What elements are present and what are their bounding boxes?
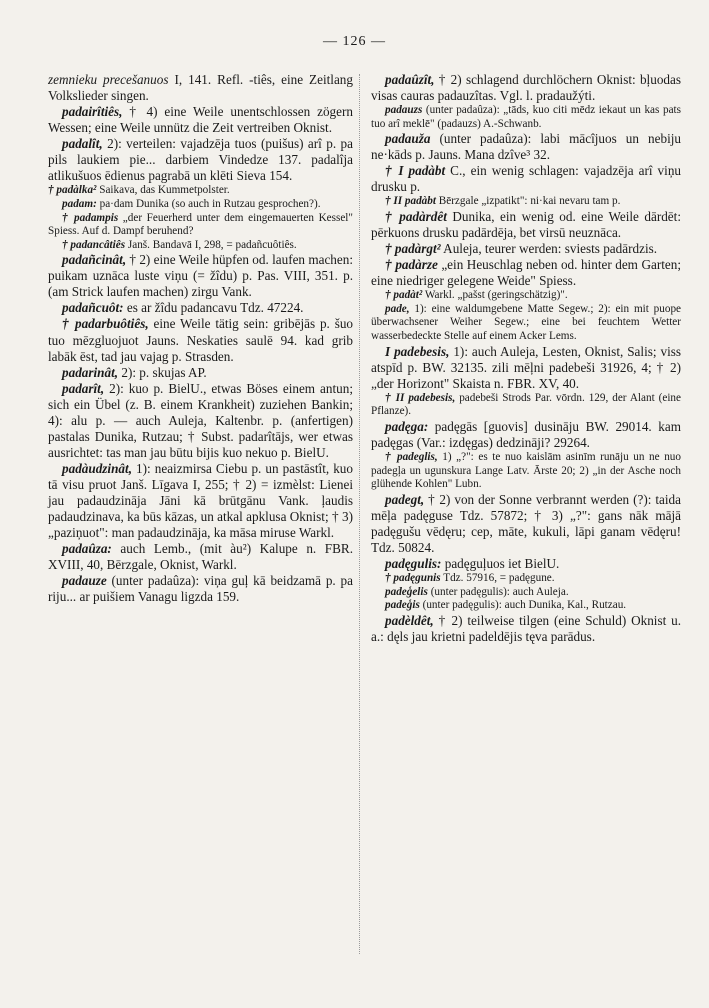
dictionary-entry xyxy=(48,198,353,212)
entry-headword: padañcuôt: xyxy=(62,300,124,316)
entry-definition: eine Weile tätig sein: gribējās p. šuo tuo mēzgluojuot Jauns. Neskaties saulē 94. kad grib labāk ēst, tad jau vajag p. Strasden. xyxy=(48,316,354,364)
entry-definition: † 2) teilweise tilgen (eine Schuld) Oknist u. a.: dęls jau krietni padeldējis tęva parādus. xyxy=(371,612,681,644)
entry-headword: padam: xyxy=(62,197,97,210)
entry-headword: padalît, xyxy=(62,136,103,152)
entry-headword: † padancâtiês xyxy=(62,238,126,251)
dictionary-entry xyxy=(48,212,353,239)
dictionary-entry xyxy=(371,344,681,392)
entry-definition: Dunika, ein wenig od. eine Weile dārdēt: pērkuons drusku padārdēja, bet virsū neuznāca. xyxy=(371,209,681,241)
entry-definition: auch Lemb., (mit àu²) Kalupe n. FBR. XVIII, 40, Bērzgale, Oknist, Warkl. xyxy=(48,541,353,573)
dictionary-entry xyxy=(48,573,353,605)
entry-definition: (unter padaûza): „tāds, kuo citi mēdz iekaut un kas pats tuo arî meklē" (padauzs) A.-Schwanb. xyxy=(371,104,681,130)
entry-definition: Janš. Bandavā I, 298, = padañcuôtiês. xyxy=(125,238,297,251)
entry-headword: padèldêt, xyxy=(385,612,434,628)
entry-definition: 2): kuo p. BielU., etwas Böses einem antun; sich ein Übel (z. B. einem Krankheit) zuziehen Bankin; 4): alu p. — auch Auleja, Kaltenbr. p. (anfertigen) pastalas Dunika, Rutzau; † Subst. padarîtājs, wer etwas ausrichtet: tas man jau būtu bijis kuo nekuo p. BielU. xyxy=(48,380,353,460)
dictionary-entry xyxy=(371,72,681,104)
entry-definition: 2): verteilen: vajadzēja tuos (puišus) arî p. pa pils laukiem pie... darbiem Vindedze 137. padalîja atlikušuos ēdienus pagrabā un klēti Sieva 154. xyxy=(48,136,353,184)
dictionary-entry xyxy=(371,419,681,451)
dictionary-entry xyxy=(48,300,353,316)
entry-headword: padàudzinât, xyxy=(62,460,132,476)
entry-headword: I padebesis, xyxy=(385,343,450,359)
dictionary-entry xyxy=(371,492,681,556)
dictionary-entry xyxy=(48,136,353,184)
dictionary-entry xyxy=(371,599,681,613)
dictionary-entry xyxy=(371,257,681,289)
entry-headword: † padàt² xyxy=(385,289,423,302)
entry-definition: 1): neaizmirsa Ciebu p. un pastāstît, kuo tā visu pruot Janš. Līgava I, 255; † 2) = izmèlst: Lienei jau padaudzināja Jāni kā brūtgānu Vank. ļaudis padaudzinava, ka būs kāzas, un atkal apklusa Oknist; † 3) „paziņuot": man padaudzināja, ka māsa miruse Warkl. xyxy=(48,460,353,541)
entry-headword: padauža xyxy=(385,131,431,147)
entry-headword: padauze xyxy=(62,573,107,589)
entry-headword: † padàrze xyxy=(385,257,438,273)
entry-headword: † padampis xyxy=(62,211,119,224)
entry-definition: † 2) schlagend durchlöchern Oknist: bļuodas visas cauras padauzîtas. Vgl. l. pradaužýti. xyxy=(371,72,681,104)
dictionary-entry xyxy=(371,556,681,572)
entry-headword: padeģelis xyxy=(385,585,428,598)
right-column xyxy=(371,72,681,645)
entry-headword: padarît, xyxy=(62,380,105,396)
entry-definition: padęguļuos iet BielU. xyxy=(441,556,560,572)
entry-definition: C., ein wenig schlagen: vajadzēja arî viņu drusku p. xyxy=(371,163,682,195)
entry-headword: † I padàbt xyxy=(385,163,446,179)
entry-definition: pa·dam Dunika (so auch in Rutzau gesprochen?). xyxy=(96,197,321,210)
entry-definition: padebeši Strods Par. vōrdn. 129, der Alant (eine Pflanze). xyxy=(371,391,681,418)
entry-definition: 1) „?": es te nuo kaislām asinīm runāju un ne nuo padegļa un ugunskura Lange Latv. Ārste 20; 2) „in der Asche noch glühende Kohlen" Lubn. xyxy=(371,451,681,491)
entry-headword: † padarbuôtiês, xyxy=(62,316,149,332)
entry-headword: padaûza: xyxy=(62,541,112,557)
dictionary-entry xyxy=(48,461,353,541)
dictionary-entry xyxy=(48,365,353,381)
dictionary-entry xyxy=(371,241,681,257)
entry-headword: padegt, xyxy=(385,491,425,507)
entry-headword: padañcinât, xyxy=(62,252,127,268)
dictionary-entry xyxy=(48,252,353,300)
dictionary-entry xyxy=(371,163,681,195)
entry-headword: † padàrdêt xyxy=(385,209,447,225)
entry-definition: Bērzgale „izpatikt": ni·kai nevaru tam p. xyxy=(435,195,621,208)
entry-headword: padęgulis: xyxy=(385,556,442,572)
entry-definition: „der Feuerherd unter dem eingemauerten Kessel" Spiess. Auf d. Dampf beruhend? xyxy=(48,211,353,238)
dictionary-entry xyxy=(371,451,681,492)
entry-definition: es ar žîdu padancavu Tdz. 47224. xyxy=(123,300,304,316)
entry-definition: 1): auch Auleja, Lesten, Oknist, Salis; viss atspīd p. BW. 32135. zili mēļni padebeši 31926, 4; † 2) „der Horizont" Skaista n. FBR. XV, 40. xyxy=(371,343,681,391)
entry-headword: padairîtiês, xyxy=(62,104,123,120)
entry-headword: † II padàbt xyxy=(385,195,436,208)
entry-headword: † padęgunis xyxy=(385,572,441,585)
entry-definition: (unter padęgulis): auch Auleja. xyxy=(427,585,569,598)
dictionary-entry xyxy=(371,104,681,131)
dictionary-entry xyxy=(371,131,681,163)
dictionary-entry xyxy=(371,289,681,303)
entry-headword: † padeglis, xyxy=(385,451,438,464)
dictionary-entry xyxy=(371,572,681,586)
entry-definition: padęgās [guovis] dusināju BW. 29014. kam padęgas (Var.: izdęgas) dedzināji? 29264. xyxy=(371,419,681,451)
dictionary-entry xyxy=(371,195,681,209)
dictionary-entry xyxy=(48,72,353,104)
page-number: — 126 — xyxy=(323,34,386,49)
entry-definition: † 2) eine Weile hüpfen od. laufen machen: puikam uznāca luste viņu (= žîdu) p. Pas. VIII, 351. p. (am Strick laufen machen) zirgu Vank. xyxy=(48,252,353,300)
dictionary-entry xyxy=(48,316,353,364)
entry-definition: † 4) eine Weile unentschlossen zögern Wessen; eine Weile unnütz die Zeit vertreiben Oknist. xyxy=(48,104,353,136)
entry-definition: (unter padaûza): viņa guļ kā beidzamā p. pa riju... ar puišiem Vanagu ligzda 159. xyxy=(48,573,353,605)
entry-definition: „ein Heuschlag neben od. hinter dem Garten; eine niedriger gelegene Weide" Spiess. xyxy=(371,257,681,289)
entry-headword: padęga: xyxy=(385,419,429,434)
left-column xyxy=(48,72,353,605)
entry-definition: I, 141. Refl. -tiês, eine Zeitlang Volkslieder singen. xyxy=(48,72,353,104)
dictionary-entry xyxy=(48,104,353,136)
entry-definition: (unter padęgulis): auch Dunika, Kal., Rutzau. xyxy=(419,599,627,612)
entry-definition: Tdz. 57916, = padęgune. xyxy=(440,572,555,585)
dictionary-entry xyxy=(48,381,353,461)
entry-headword: padarinât, xyxy=(62,364,119,380)
entry-headword: padauzs xyxy=(385,104,423,117)
entry-definition: † 2) von der Sonne verbrannt werden (?): taida mēļa padęguse Tdz. 57872; † 3) „?": gans nāk mājā padęgušu vēdęru; cep, māte, kukuli, lāpi ganam vēdęru! Tdz. 50824. xyxy=(371,491,681,556)
entry-headword: padaûzît, xyxy=(385,72,435,87)
entry-definition: Auleja, teurer werden: sviests padārdzis. xyxy=(440,241,658,257)
entry-definition: Warkl. „pašst (geringschätzig)". xyxy=(422,289,568,302)
dictionary-entry xyxy=(371,392,681,419)
dictionary-entry xyxy=(371,586,681,600)
dictionary-entry xyxy=(48,239,353,253)
dictionary-entry xyxy=(48,184,353,198)
entry-definition: 1): eine waldumgebene Matte Segew.; 2): ein mit puope überwachsener Weiher Segew.; eine bei feuchtem Wetter wasserbedeckte Stelle auf einem Acker Lems. xyxy=(371,302,681,343)
dictionary-entry xyxy=(371,209,681,241)
entry-headword: † padàrgt² xyxy=(385,241,441,257)
dictionary-entry xyxy=(371,303,681,344)
entry-definition: 2): p. skujas AP. xyxy=(118,364,207,380)
entry-italic-text: zemnieku precešanuos xyxy=(48,72,169,87)
dictionary-entry xyxy=(371,613,681,645)
entry-headword: † padàlka² xyxy=(48,184,97,197)
entry-definition: (unter padaûza): labi mācîjuos un nebiju ne·kāds p. Jauns. Mana dzîve³ 32. xyxy=(371,131,681,163)
dictionary-entry xyxy=(48,541,353,573)
entry-headword: pade, xyxy=(385,302,410,315)
entry-headword: padeģis xyxy=(385,599,420,612)
entry-headword: † II padebesis, xyxy=(385,391,456,404)
entry-definition: Saikava, das Kummetpolster. xyxy=(96,184,230,197)
column-divider xyxy=(359,74,360,954)
